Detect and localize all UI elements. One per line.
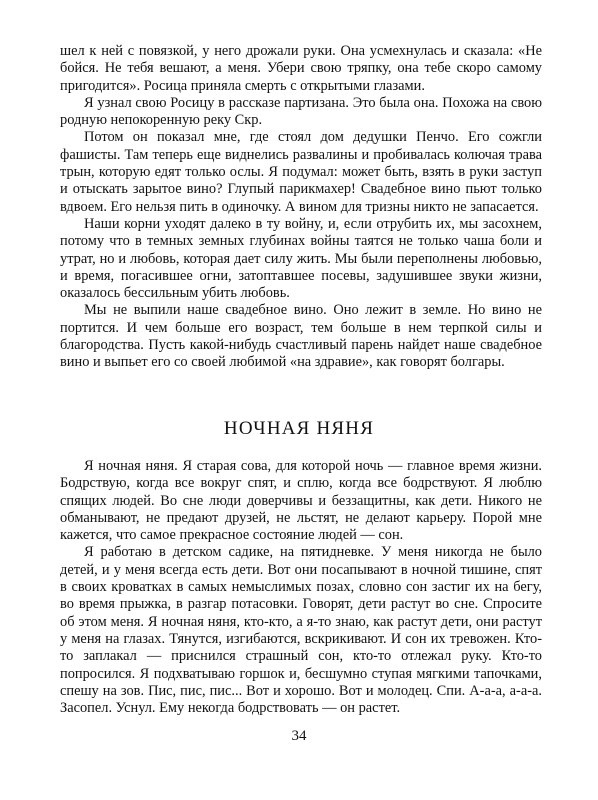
paragraph: шел к ней с повязкой, у него дрожали руки. Она усмехнулась и сказала: «Не бойся. Не тебя вешают, а меня. Убери свою тряпку, она тебе скоро самому пригодится». Росица приняла смерть с открытыми глазами. — [60, 43, 542, 94]
story-text — [60, 458, 542, 717]
paragraph: Я ночная няня. Я старая сова, для которой ночь — главное время жизни. Бодрствую, когда все вокруг спят, и сплю, когда все бодрствуют. Я люблю спящих людей. Во сне люди доверчивы и беззащитны, как дети. Никого не обманывают, не предают друзей, не льстят, не делают карьеру. Порой мне кажется, что самое прекрасное состояние людей — сон. — [60, 458, 542, 544]
story-continued-text — [60, 43, 542, 372]
paragraph: Я работаю в детском садике, на пятидневке. У меня никогда не было детей, и у меня всегда есть дети. Вот они посапывают в ночной тишине, спят в своих кроватках в самых немыслимых позах, словно сон застиг их на бегу, во время прыжка, в разгар потасовки. Говорят, дети растут во сне. Спросите об этом меня. Я ночная няня, кто-кто, а я-то знаю, как растут дети, они растут у меня на глазах. Тянутся, изгибаются, вскрикивают. И сон их тревожен. Кто-то заплакал — приснился страшный сон, кто-то отлежал руку. Кто-то попросился. Я подхватываю горшок и, бесшумно ступая мягкими тапочками, спешу на зов. Пис, пис, пис... Вот и хорошо. Вот и молодец. Спи. А-а-а, а-а-а. Засопел. Уснул. Ему некогда бодрствовать — он растет. — [60, 544, 542, 717]
paragraph: Я узнал свою Росицу в рассказе партизана. Это была она. Похожа на свою родную непокоренную реку Скр. — [60, 94, 542, 129]
paragraph: Мы не выпили наше свадебное вино. Оно лежит в земле. Но вино не портится. И чем больше его возраст, тем больше в нем терпкой силы и благородства. Пусть какой-нибудь счастливый парень найдет наше свадебное вино и выпьет его со своей любимой «на здравие», как говорят болгары. — [60, 302, 542, 371]
paragraph: Потом он показал мне, где стоял дом дедушки Пенчо. Его сожгли фашисты. Там теперь еще виднелись развалины и пробивалась колючая трава трын, которую едят только ослы. Я подумал: может быть, взять в руки заступ и отыскать зарытое вино? Глупый парикмахер! Свадебное вино пьют только вдвоем. Его нельзя пить в одиночку. А вином для тризны никто не запасается. — [60, 129, 542, 215]
story-title: НОЧНАЯ НЯНЯ — [223, 418, 375, 439]
paragraph: Наши корни уходят далеко в ту войну, и, если отрубить их, мы засохнем, потому что в темных земных глубинах войны таятся не только чаша боли и утрат, но и любовь, которая дает силу жить. Мы были переполнены любовью, и время, погасившее огни, затоптавшее посевы, задушившее звуки жизни, оказалось бессильным убить любовь. — [60, 215, 542, 302]
page-number: 34 — [291, 728, 307, 744]
